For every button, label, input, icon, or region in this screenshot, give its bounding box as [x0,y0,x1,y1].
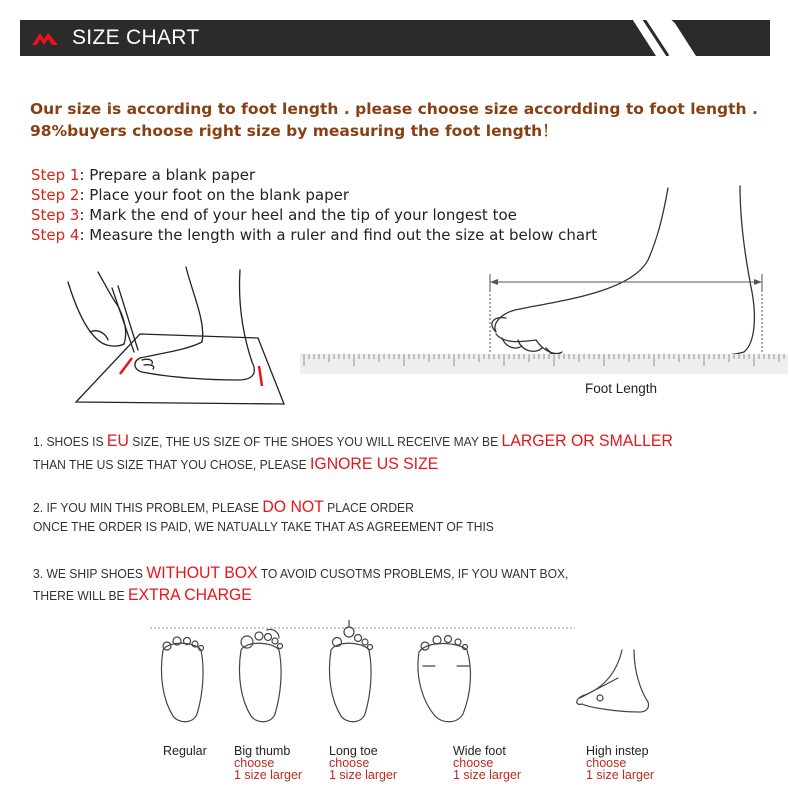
big-thumb-foot-icon [239,629,282,721]
high-instep-foot-icon [577,650,649,712]
step-3: Step 3: Mark the end of your heel and the tip of your longest toe [31,206,517,224]
intro-line-1: Our size is according to foot length . please choose size accordding to foot length . [30,100,758,118]
logo-icon [32,30,58,46]
foot-types-illustration [145,620,665,740]
step-2: Step 2: Place your foot on the blank paper [31,186,350,204]
notice-3-line-2: THERE WILL BE EXTRA CHARGE [33,585,252,604]
foot-length-diagram [300,182,788,382]
notice-1-line-1: 1. SHOES IS EU SIZE, THE US SIZE OF THE SHOES YOU WILL RECEIVE MAY BE LARGER OR SMALLER [33,431,673,450]
foot-type-regular: Regular [163,744,207,758]
foot-type-high-instep: High instep choose 1 size larger [586,744,655,782]
foot-type-big-thumb: Big thumb choose 1 size larger [234,744,303,782]
notice-1-line-2: THAN THE US SIZE THAT YOU CHOSE, PLEASE IGNORE US SIZE [33,454,439,473]
long-toe-foot-icon [329,620,372,722]
notice-2-line-2: ONCE THE ORDER IS PAID, WE NATUALLY TAKE THAT AS AGREEMENT OF THIS [33,519,494,534]
marking-foot-illustration [62,262,292,412]
foot-type-long-toe: Long toe choose 1 size larger [329,744,398,782]
intro-line-2: 98%buyers choose right size by measuring the foot length！ [30,122,558,140]
notice-3-line-1: 3. WE SHIP SHOES WITHOUT BOX TO AVOID CUSOTMS PROBLEMS, IF YOU WANT BOX, [33,563,569,582]
foot-length-caption: Foot Length [585,381,658,396]
page-title: SIZE CHART [72,26,200,49]
foot-type-wide-foot: Wide foot choose 1 size larger [453,744,522,782]
step-4: Step 4: Measure the length with a ruler and find out the size at below chart [31,226,598,244]
step-1: Step 1: Prepare a blank paper [31,166,256,184]
header-bar [20,20,770,56]
wide-foot-icon [418,636,471,722]
notice-2-line-1: 2. IF YOU MIN THIS PROBLEM, PLEASE DO NOT PLACE ORDER [33,497,414,516]
regular-foot-icon [161,637,203,722]
